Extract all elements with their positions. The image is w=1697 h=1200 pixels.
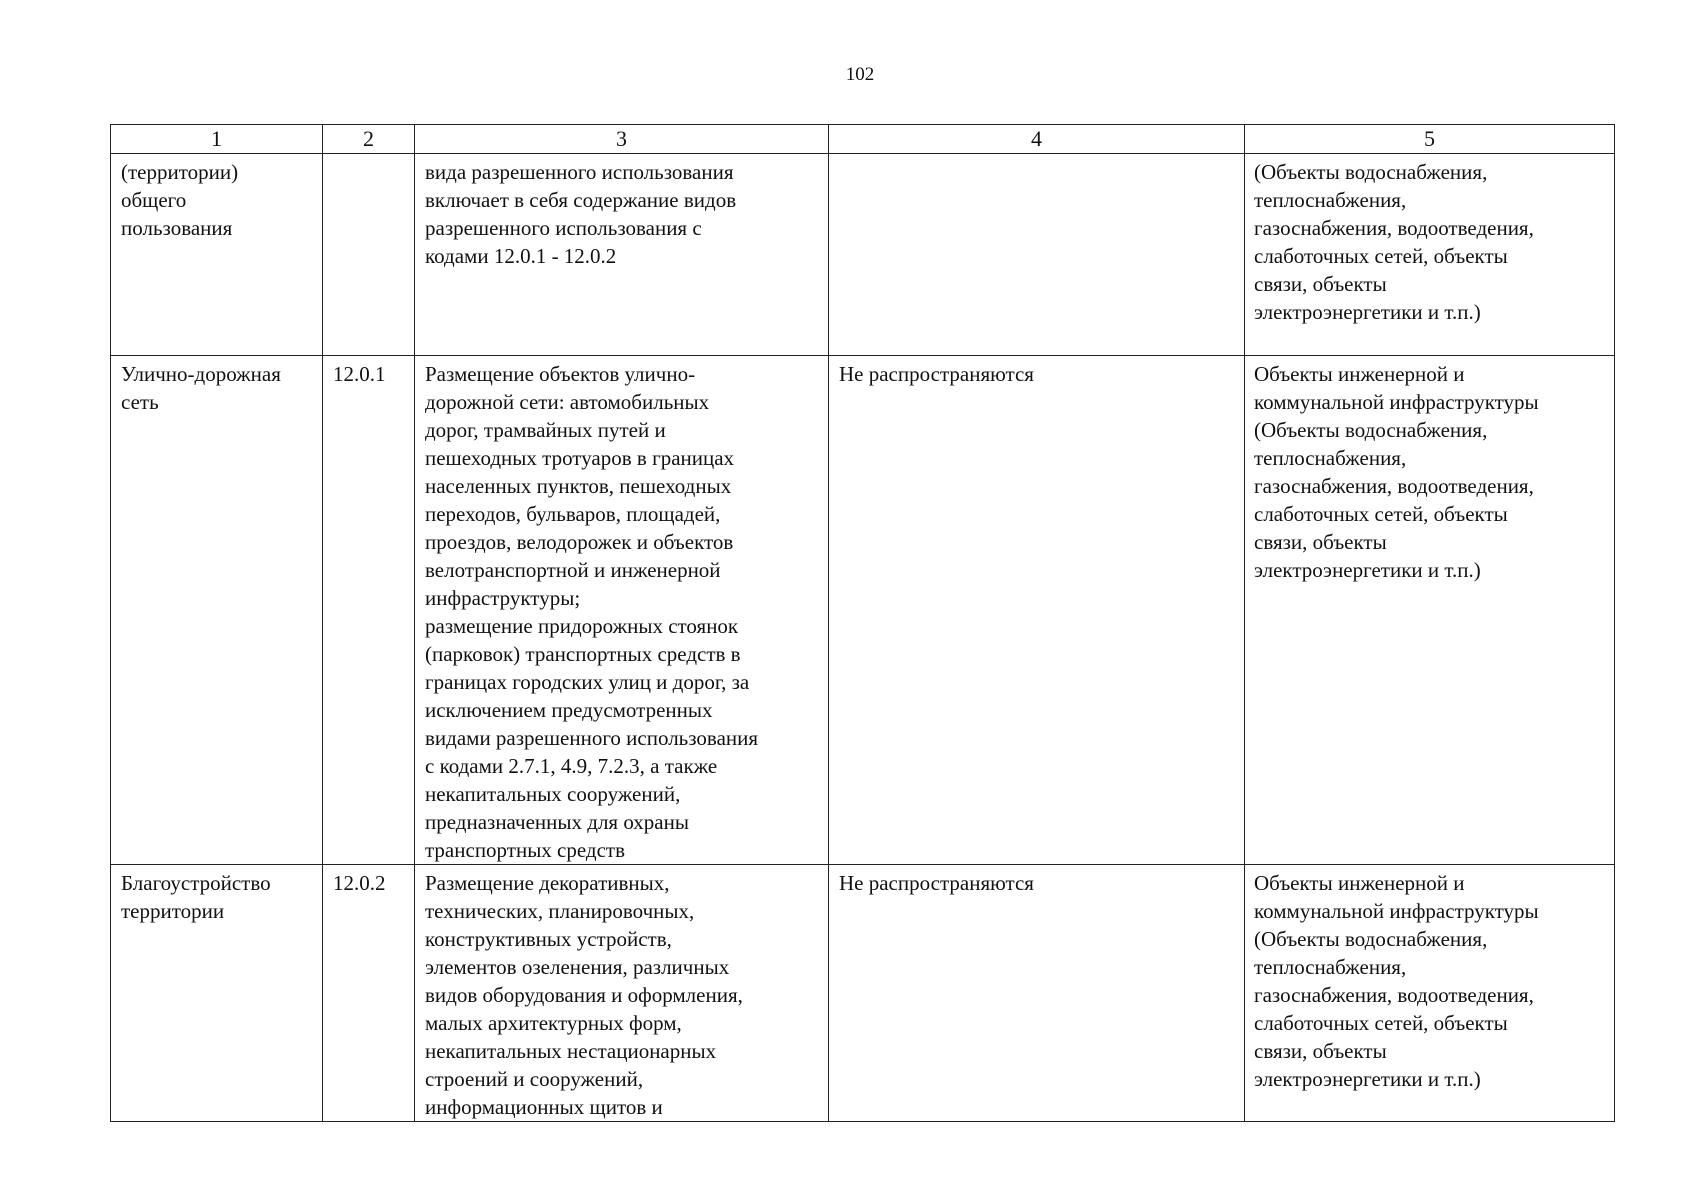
header-cell-1: 1 xyxy=(111,125,323,154)
use-name-cell: (территории) общего пользования xyxy=(111,154,323,356)
header-cell-2: 2 xyxy=(323,125,415,154)
table-row xyxy=(111,356,1615,865)
column-4-cell: Не распространяются xyxy=(829,356,1245,865)
use-code-cell: 12.0.1 xyxy=(323,356,415,865)
infrastructure-cell: Объекты инженерной и коммунальной инфраструктуры (Объекты водоснабжения, теплоснабжения, газоснабжения, водоотведения, слаботочных сетей, объекты связи, объекты электроэнергетики и т.п.) xyxy=(1245,356,1615,865)
use-description-cell: вида разрешенного использования включает в себя содержание видов разрешенного использования с кодами 12.0.1 - 12.0.2 xyxy=(415,154,829,356)
header-cell-3: 3 xyxy=(415,125,829,154)
use-name-cell: Улично-дорожная сеть xyxy=(111,356,323,865)
header-cell-5: 5 xyxy=(1245,125,1615,154)
land-use-table xyxy=(110,124,1615,1122)
use-description-cell: Размещение декоративных, технических, планировочных, конструктивных устройств, элементов озеленения, различных видов оборудования и оформления, малых архитектурных форм, некапитальных нестационарных строений и сооружений, информационных щитов и xyxy=(415,865,829,1122)
table-row xyxy=(111,865,1615,1122)
table-row xyxy=(111,154,1615,356)
page-number: 102 xyxy=(845,64,875,85)
use-code-cell xyxy=(323,154,415,356)
use-code-cell: 12.0.2 xyxy=(323,865,415,1122)
use-description-cell: Размещение объектов улично- дорожной сети: автомобильных дорог, трамвайных путей и пешеходных тротуаров в границах населенных пунктов, пешеходных переходов, бульваров, площадей, проездов, велодорожек и объектов велотранспортной и инженерной инфраструктуры; размещение придорожных стоянок (парковок) транспортных средств в границах городских улиц и дорог, за исключением предусмотренных видами разрешенного использования с кодами 2.7.1, 4.9, 7.2.3, а также некапитальных сооружений, предназначенных для охраны транспортных средств xyxy=(415,356,829,865)
use-name-cell: Благоустройство территории xyxy=(111,865,323,1122)
column-4-cell: Не распространяются xyxy=(829,865,1245,1122)
infrastructure-cell: (Объекты водоснабжения, теплоснабжения, газоснабжения, водоотведения, слаботочных сетей, объекты связи, объекты электроэнергетики и т.п.) xyxy=(1245,154,1615,356)
header-cell-4: 4 xyxy=(829,125,1245,154)
table-header-row xyxy=(111,125,1615,154)
column-4-cell xyxy=(829,154,1245,356)
infrastructure-cell: Объекты инженерной и коммунальной инфраструктуры (Объекты водоснабжения, теплоснабжения, газоснабжения, водоотведения, слаботочных сетей, объекты связи, объекты электроэнергетики и т.п.) xyxy=(1245,865,1615,1122)
